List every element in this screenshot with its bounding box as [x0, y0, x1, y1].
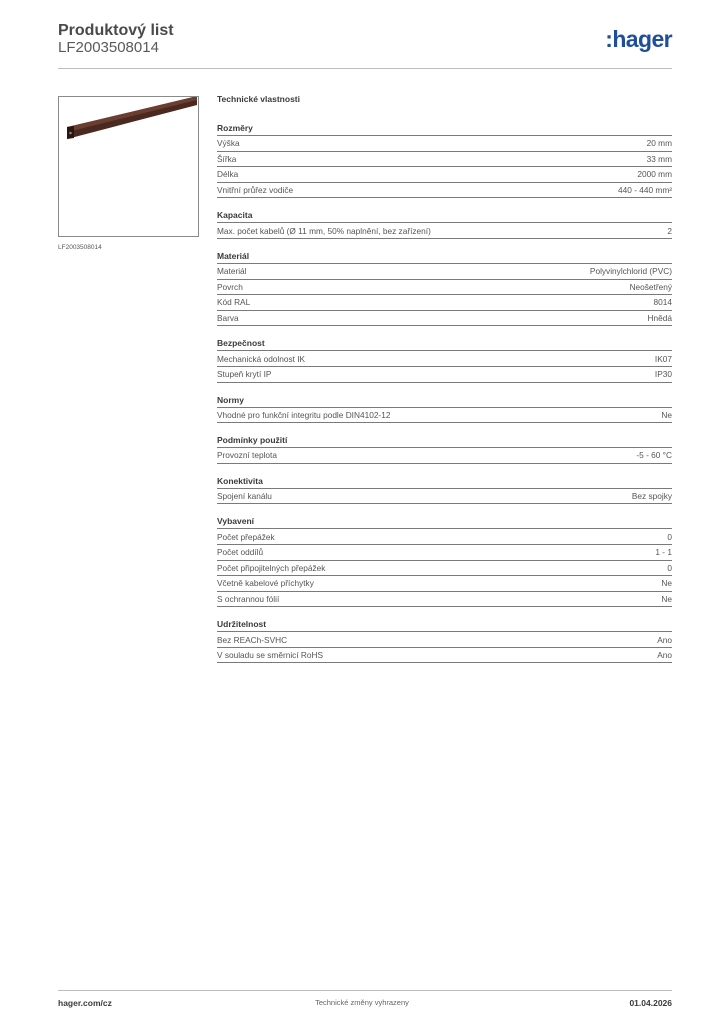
spec-label: Počet oddílů [217, 547, 264, 558]
product-image [58, 96, 199, 237]
spec-value: 2 [667, 225, 672, 236]
spec-value: 33 mm [646, 153, 672, 164]
spec-value: 0 [667, 562, 672, 573]
spec-row [217, 647, 672, 664]
spec-label: Mechanická odolnost IK [217, 353, 306, 364]
spec-row [217, 631, 672, 647]
spec-row [217, 544, 672, 560]
spec-value: 440 - 440 mm² [618, 185, 672, 196]
spec-label: S ochrannou fólií [217, 593, 280, 604]
spec-label: Vnitřní průřez vodiče [217, 185, 294, 196]
spec-value: Ano [657, 634, 672, 645]
spec-value: 1 - 1 [655, 547, 672, 558]
spec-row [217, 488, 672, 505]
spec-value: Ne [661, 409, 672, 420]
spec-value: Ano [657, 650, 672, 661]
spec-rows [217, 447, 672, 464]
spec-row [217, 575, 672, 591]
spec-row [217, 166, 672, 182]
spec-value: Ne [661, 593, 672, 604]
spec-row [217, 182, 672, 199]
spec-section [217, 209, 672, 239]
spec-label: Povrch [217, 281, 243, 292]
spec-row [217, 135, 672, 151]
specs-heading: Technické vlastnosti [217, 94, 300, 104]
section-title: Kapacita [217, 210, 253, 221]
spec-value: 8014 [653, 297, 672, 308]
spec-value: Bez spojky [631, 491, 672, 502]
spec-label: Spojení kanálu [217, 491, 272, 502]
spec-value: Hnědá [647, 313, 672, 324]
spec-label: Kód RAL [217, 297, 251, 308]
technical-specs [217, 94, 672, 674]
section-title: Udržitelnost [217, 619, 267, 630]
section-title: Vybavení [217, 516, 255, 527]
spec-rows [217, 407, 672, 424]
spec-label: Bez REACh-SVHC [217, 634, 288, 645]
image-caption: LF2003508014 [58, 244, 102, 251]
spec-label: Šířka [217, 153, 237, 164]
spec-label: Výška [217, 138, 240, 149]
spec-value: Neošetřený [629, 281, 672, 292]
spec-section [217, 394, 672, 424]
spec-row [217, 591, 672, 608]
spec-section [217, 434, 672, 464]
spec-rows [217, 135, 672, 198]
footer-date: 01.04.2026 [629, 998, 672, 1008]
spec-row [217, 310, 672, 327]
spec-value: Ne [661, 578, 672, 589]
spec-label: Počet připojitelných přepážek [217, 562, 326, 573]
spec-row [217, 447, 672, 464]
spec-value: Polyvinylchlorid (PVC) [589, 266, 672, 277]
spec-value: 2000 mm [637, 169, 672, 180]
spec-value: IP30 [654, 369, 672, 380]
spec-value: -5 - 60 °C [636, 450, 672, 461]
spec-row [217, 528, 672, 544]
header-divider [58, 68, 672, 69]
spec-rows [217, 528, 672, 607]
section-title: Rozměry [217, 123, 253, 133]
hager-logo: :hager [605, 26, 672, 52]
section-title: Podmínky použití [217, 435, 288, 446]
spec-row [217, 294, 672, 310]
page-header [58, 20, 672, 68]
spec-label: Barva [217, 313, 239, 324]
spec-row [217, 263, 672, 279]
spec-label: Max. počet kabelů (Ø 11 mm, 50% naplnění, bez zařízení) [217, 225, 431, 236]
product-code: LF2003508014 [58, 39, 159, 56]
spec-value: 0 [667, 531, 672, 542]
spec-rows [217, 488, 672, 505]
spec-section [217, 515, 672, 607]
spec-row [217, 350, 672, 366]
spec-label: Materiál [217, 266, 247, 277]
cable-trunking-icon [59, 97, 198, 236]
spec-row [217, 151, 672, 167]
section-title: Normy [217, 394, 244, 405]
spec-section [217, 337, 672, 382]
spec-section [217, 122, 672, 198]
section-title: Materiál [217, 250, 250, 261]
spec-rows [217, 631, 672, 663]
spec-section [217, 475, 672, 505]
spec-row [217, 279, 672, 295]
spec-label: V souladu se směrnicí RoHS [217, 650, 324, 661]
spec-rows [217, 350, 672, 382]
spec-section [217, 618, 672, 663]
spec-label: Počet přepážek [217, 531, 275, 542]
footer-website[interactable]: hager.com/cz [58, 998, 112, 1008]
footer-disclaimer: Technické změny vyhrazeny [315, 998, 409, 1007]
spec-row [217, 407, 672, 424]
footer-divider [58, 990, 672, 991]
section-title: Konektivita [217, 475, 263, 486]
spec-label: Stupeň krytí IP [217, 369, 272, 380]
spec-label: Provozní teplota [217, 450, 277, 461]
spec-row [217, 222, 672, 239]
spec-row [217, 366, 672, 383]
spec-label: Délka [217, 169, 239, 180]
spec-rows [217, 263, 672, 326]
spec-label: Včetně kabelové příchytky [217, 578, 314, 589]
spec-value: 20 mm [646, 138, 672, 149]
spec-row [217, 560, 672, 576]
spec-value: IK07 [654, 353, 672, 364]
spec-rows [217, 222, 672, 239]
document-title: Produktový list [58, 22, 174, 39]
section-title: Bezpečnost [217, 338, 265, 349]
spec-sections [217, 122, 672, 663]
spec-section [217, 250, 672, 326]
spec-label: Vhodné pro funkční integritu podle DIN4102-12 [217, 409, 391, 420]
